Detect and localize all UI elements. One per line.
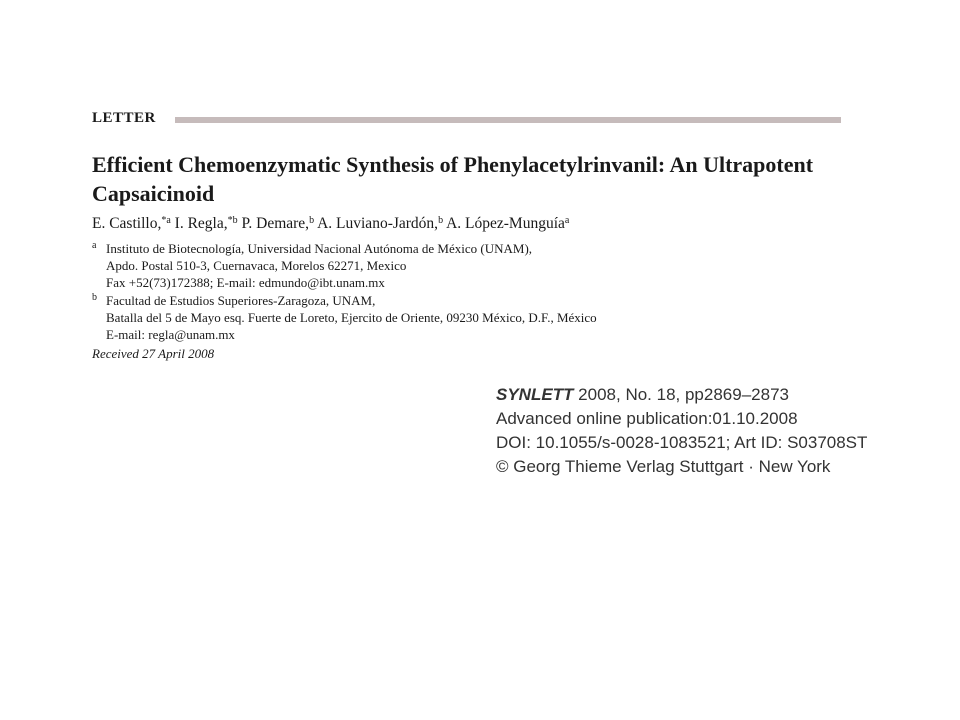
affiliation-b xyxy=(92,292,792,343)
author-list xyxy=(92,214,569,234)
citation-details: 2008, No. 18, pp2869–2873 xyxy=(573,385,789,404)
author-affiliation-mark: *a xyxy=(161,215,171,226)
article-title: Efficient Chemoenzymatic Synthesis of Phenylacetylrinvanil: An Ultrapotent Capsaicinoid xyxy=(92,152,814,206)
affiliation-mark: b xyxy=(92,292,97,303)
author-name: A. López-Munguía xyxy=(446,215,565,232)
copyright-line: © Georg Thieme Verlag Stuttgart · New York xyxy=(496,457,831,476)
affiliation-line: E-mail: regla@unam.mx xyxy=(106,327,235,342)
author-affiliation-mark: *b xyxy=(227,215,238,226)
author-affiliation-mark: a xyxy=(564,215,570,226)
author-affiliation-mark: b xyxy=(438,215,444,226)
affiliation-line: Batalla del 5 de Mayo esq. Fuerte de Loreto, Ejercito de Oriente, 09230 México, D.F., México xyxy=(106,310,597,325)
section-label: LETTER xyxy=(92,110,156,126)
affiliation-mark: a xyxy=(92,240,97,251)
received-date: Received 27 April 2008 xyxy=(92,346,215,361)
affiliation-line: Apdo. Postal 510-3, Cuernavaca, Morelos 62271, Mexico xyxy=(106,258,407,273)
author-name: I. Regla, xyxy=(174,215,228,232)
journal-name: SYNLETT xyxy=(496,385,574,404)
affiliation-line: Fax +52(73)172388; E-mail: edmundo@ibt.unam.mx xyxy=(106,275,385,290)
author-name: E. Castillo, xyxy=(92,215,162,232)
author-name: P. Demare, xyxy=(241,215,310,232)
affiliation-line: Facultad de Estudios Superiores-Zaragoza, UNAM, xyxy=(106,293,376,308)
affiliation-line: Instituto de Biotecnología, Universidad Nacional Autónoma de México (UNAM), xyxy=(106,241,533,256)
affiliation-a xyxy=(92,240,792,291)
online-publication: Advanced online publication:01.10.2008 xyxy=(496,409,798,428)
journal-info xyxy=(496,383,867,479)
author-name: A. Luviano-Jardón, xyxy=(317,215,439,232)
author-affiliation-mark: b xyxy=(309,215,315,226)
doi-line: DOI: 10.1055/s-0028-1083521; Art ID: S03708ST xyxy=(496,433,868,452)
header-rule xyxy=(175,117,841,123)
citation-line xyxy=(496,383,867,407)
